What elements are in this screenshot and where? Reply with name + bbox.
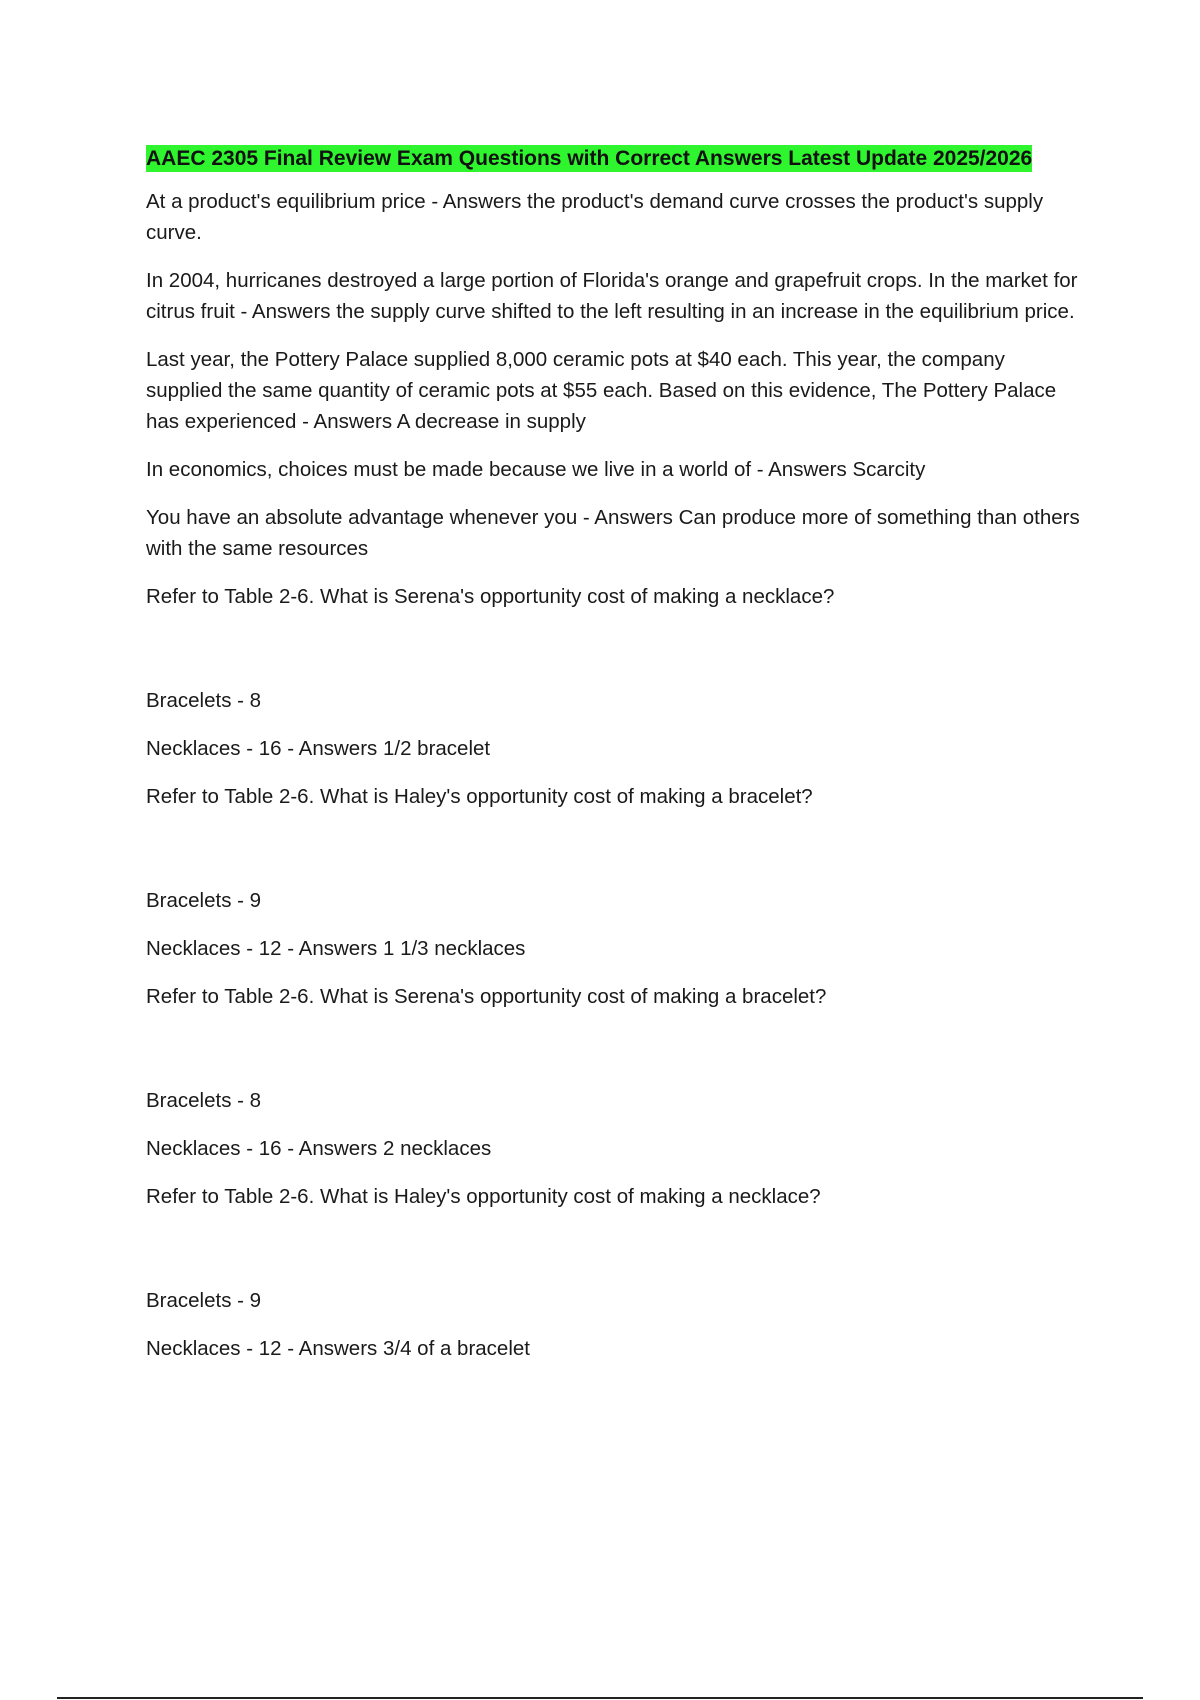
table-row-necklaces-answer: Necklaces - 16 - Answers 2 necklaces bbox=[146, 1137, 492, 1160]
question-haley-bracelet: Refer to Table 2-6. What is Haley's opportunity cost of making a bracelet? bbox=[146, 785, 813, 808]
qa-scarcity: In economics, choices must be made because we live in a world of - Answers Scarcity bbox=[146, 458, 926, 481]
page-bottom-rule bbox=[57, 1697, 1143, 1699]
document-title bbox=[146, 144, 1086, 174]
table-row-necklaces-answer: Necklaces - 12 - Answers 1 1/3 necklaces bbox=[146, 937, 526, 960]
table-row-bracelets: Bracelets - 9 bbox=[146, 889, 262, 912]
qa-hurricanes-citrus: In 2004, hurricanes destroyed a large portion of Florida's orange and grapefruit crops. In the market for citrus fruit - Answers the supply curve shifted to the left resulting in an increase in the equilibrium price. bbox=[146, 269, 1078, 323]
question-serena-bracelet: Refer to Table 2-6. What is Serena's opportunity cost of making a bracelet? bbox=[146, 985, 827, 1008]
document-body bbox=[146, 144, 1086, 1381]
table-row-bracelets: Bracelets - 8 bbox=[146, 689, 262, 712]
blank-gap bbox=[146, 629, 1086, 685]
table-row-bracelets: Bracelets - 8 bbox=[146, 1089, 262, 1112]
table-row-necklaces-answer: Necklaces - 12 - Answers 3/4 of a bracelet bbox=[146, 1337, 530, 1360]
question-haley-necklace: Refer to Table 2-6. What is Haley's opportunity cost of making a necklace? bbox=[146, 1185, 821, 1208]
qa-absolute-advantage: You have an absolute advantage whenever you - Answers Can produce more of something than others with the same resources bbox=[146, 506, 1080, 560]
title-highlight: AAEC 2305 Final Review Exam Questions with Correct Answers Latest Update 2025/2026 bbox=[146, 147, 1033, 170]
question-serena-necklace: Refer to Table 2-6. What is Serena's opportunity cost of making a necklace? bbox=[146, 585, 835, 608]
qa-equilibrium-price: At a product's equilibrium price - Answers the product's demand curve crosses the product's supply curve. bbox=[146, 190, 1044, 244]
blank-gap bbox=[146, 829, 1086, 885]
table-row-necklaces-answer: Necklaces - 16 - Answers 1/2 bracelet bbox=[146, 737, 491, 760]
table-row-bracelets: Bracelets - 9 bbox=[146, 1289, 262, 1312]
blank-gap bbox=[146, 1029, 1086, 1085]
qa-pottery-palace: Last year, the Pottery Palace supplied 8,000 ceramic pots at $40 each. This year, the company supplied the same quantity of ceramic pots at $55 each. Based on this evidence, The Pottery Palace has experienced - Answers A decrease in supply bbox=[146, 348, 1057, 433]
blank-gap bbox=[146, 1229, 1086, 1285]
